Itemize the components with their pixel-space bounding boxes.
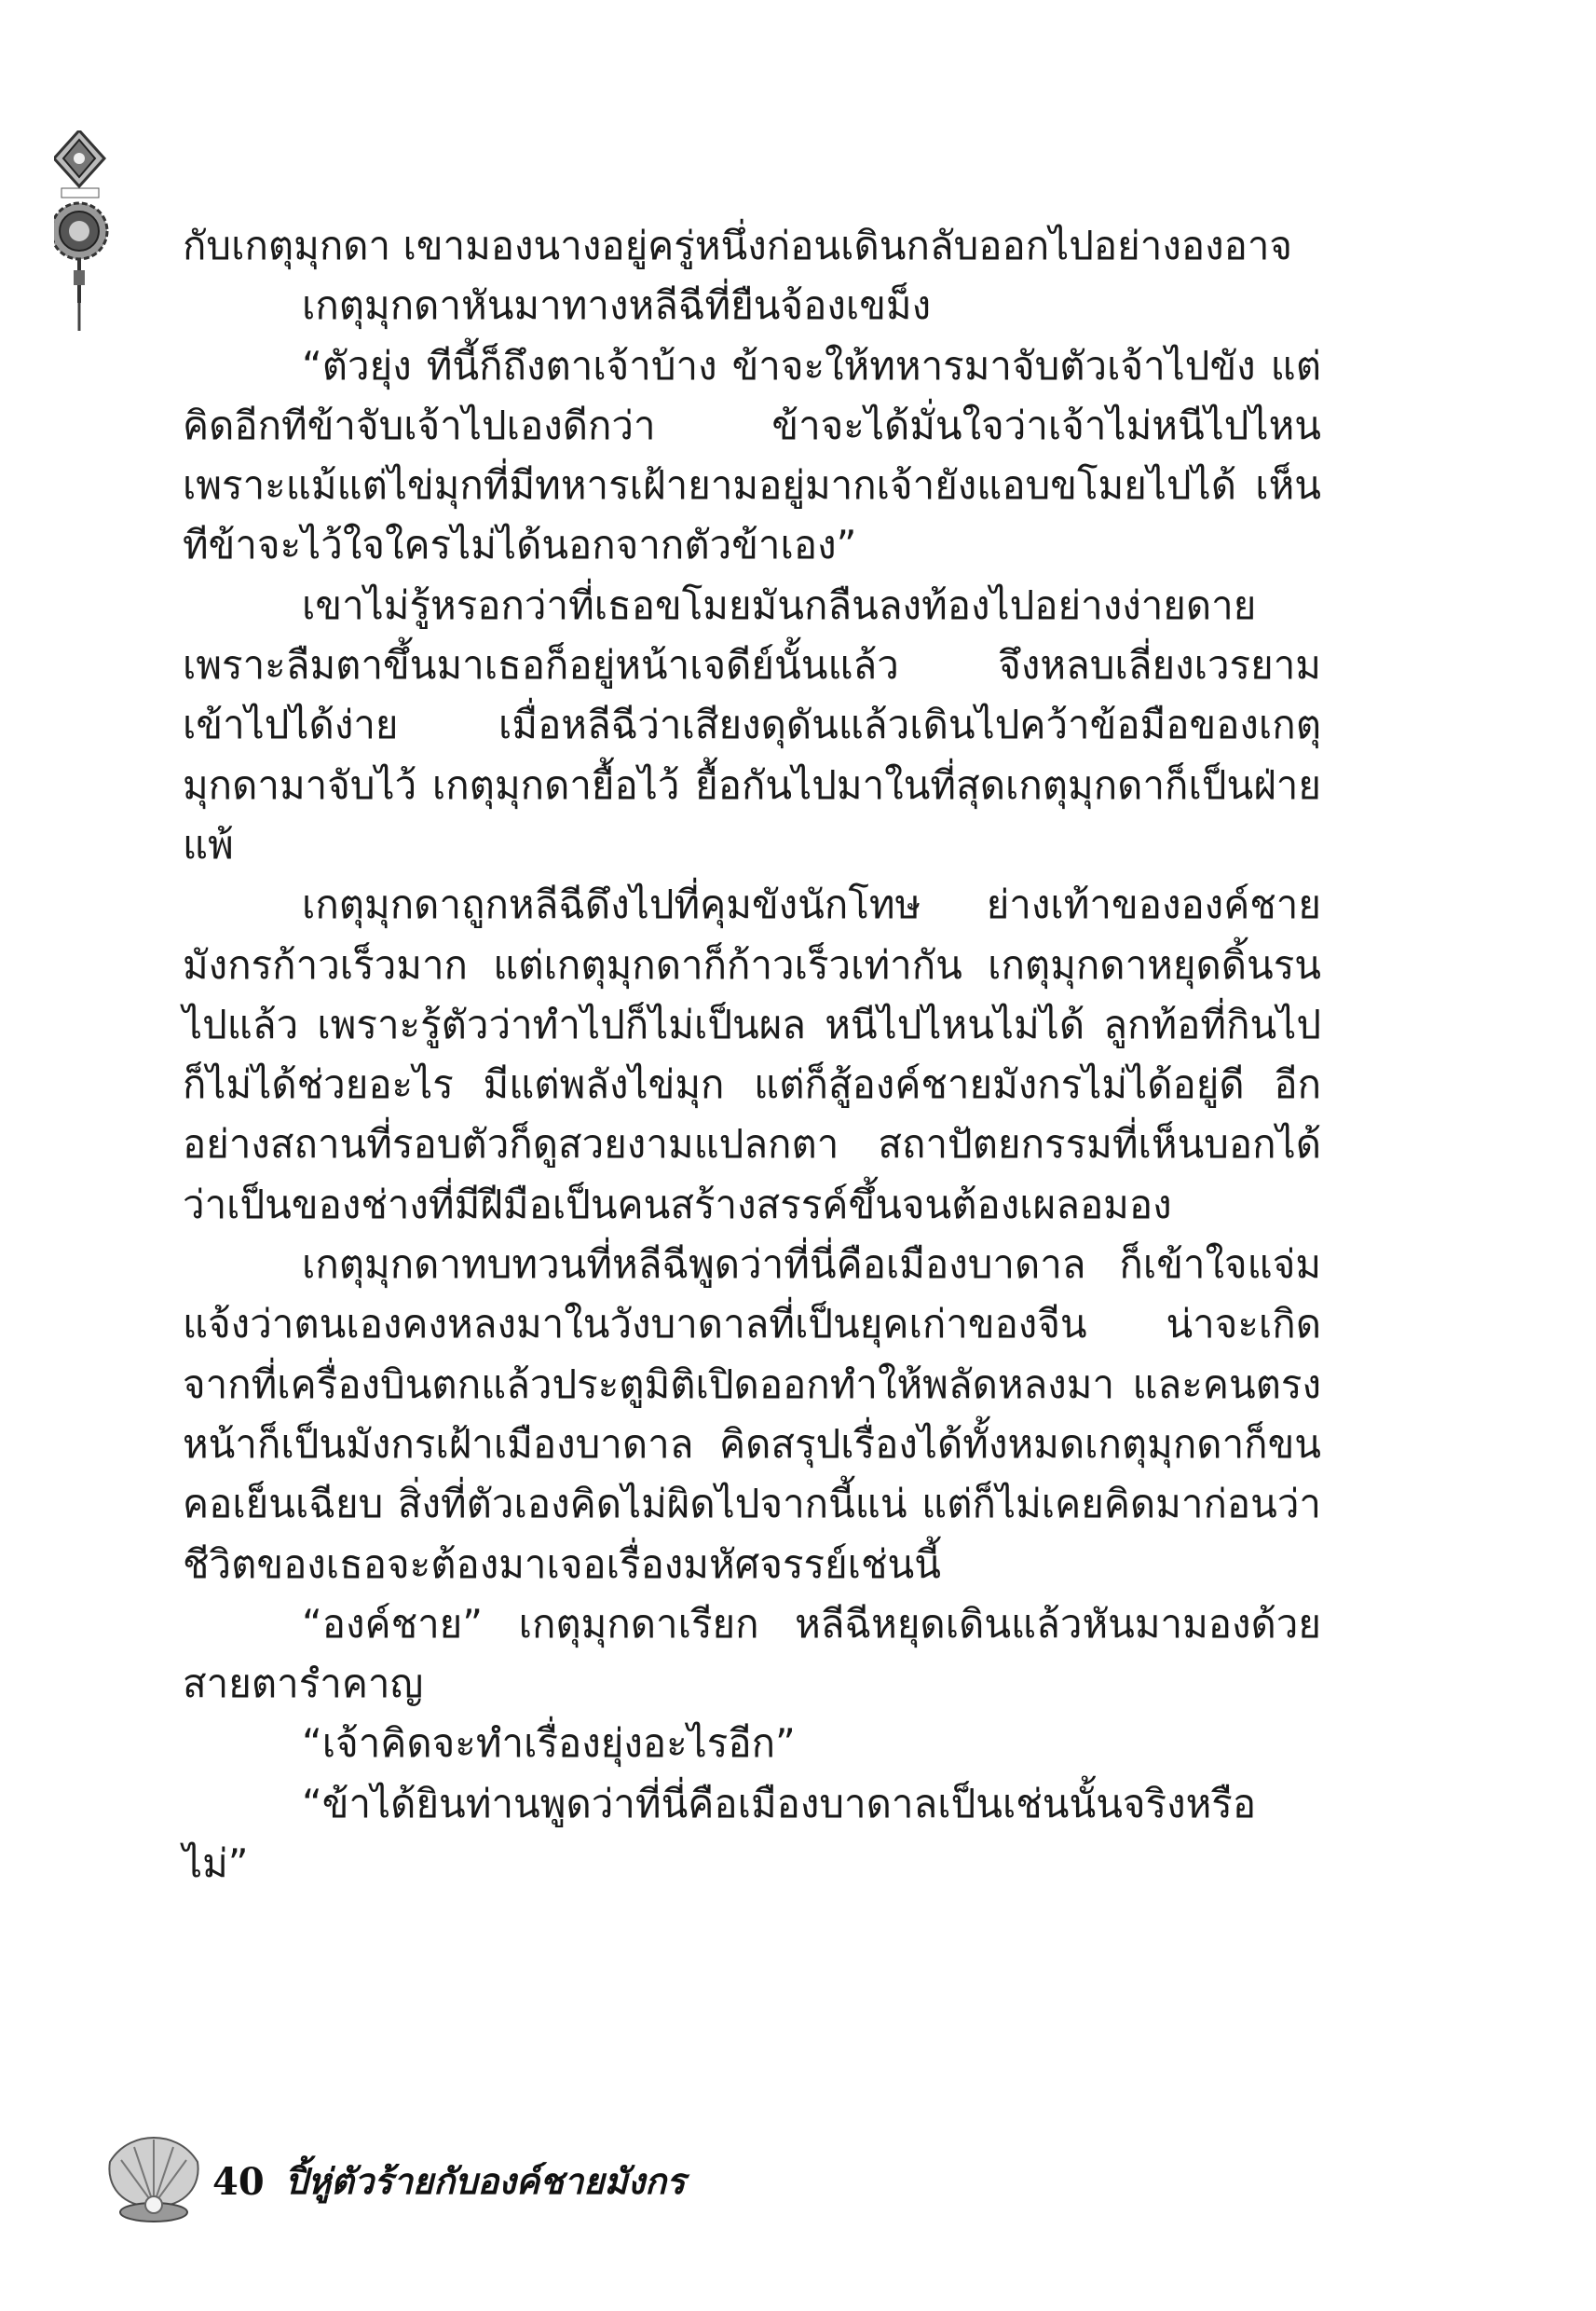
paragraph-6: เกตุมุกดาทบทวนที่หลีฉีพูดว่าที่นี่คือเมืองบาดาล ก็เข้าใจแจ่มแจ้งว่าตนเองคงหลงมาในวังบาดาลที่เป็นยุคเก่าของจีน น่าจะเกิดจากที่เครื่องบินตกแล้วประตูมิติเปิดออกทำให้พลัดหลงมา และคนตรงหน้าก็เป็นมังกรเฝ้าเมืองบาดาล คิดสรุปเรื่องได้ทั้งหมดเกตุมุกดาก็ขนคอเย็นเฉียบ สิ่งที่ตัวเองคิดไม่ผิดไปจากนี้แน่ แต่ก็ไม่เคยคิดมาก่อนว่าชีวิตของเธอจะต้องมาเจอเรื่องมหัศจรรย์เช่นนี้: [183, 1241, 1321, 1587]
paragraph-3: “ตัวยุ่ง ทีนี้ก็ถึงตาเจ้าบ้าง ข้าจะให้ทหารมาจับตัวเจ้าไปขัง แต่คิดอีกทีข้าจับเจ้าไปเองดีกว่า ข้าจะได้มั่นใจว่าเจ้าไม่หนีไปไหน เพราะแม้แต่ไข่มุกที่มีทหารเฝ้ายามอยู่มากเจ้ายังแอบขโมยไปได้ เห็นทีข้าจะไว้ใจใครไม่ได้นอกจากตัวข้าเอง”: [183, 342, 1321, 568]
pearl-shell-icon: [102, 2134, 205, 2227]
paragraph-7: “องค์ชาย” เกตุมุกดาเรียก หลีฉีหยุดเดินแล้วหันมามองด้วยสายตารำคาญ: [183, 1600, 1321, 1707]
paragraph-9: “ข้าได้ยินท่านพูดว่าที่นี่คือเมืองบาดาลเป็นเช่นนั้นจริงหรือไม่”: [183, 1780, 1257, 1887]
book-title: ปิ้หู่ตัวร้ายกับองค์ชายมังกร: [285, 2160, 686, 2202]
paragraph-1: กับเกตุมุกดา เขามองนางอยู่ครู่หนึ่งก่อนเดินกลับออกไปอย่างองอาจ: [183, 223, 1293, 268]
paragraph-2: เกตุมุกดาหันมาทางหลีฉีที่ยืนจ้องเขม็ง: [302, 282, 932, 329]
page-number: 40: [212, 2160, 265, 2204]
paragraph-5: เกตุมุกดาถูกหลีฉีดึงไปที่คุมขังนักโทษ ย่างเท้าขององค์ชายมังกรก้าวเร็วมาก แต่เกตุมุกดาก็ก้าวเร็วเท่ากัน เกตุมุกดาหยุดดิ้นรนไปแล้ว เพราะรู้ตัวว่าทำไปก็ไม่เป็นผล หนีไปไหนไม่ได้ ลูกท้อที่กินไปก็ไม่ได้ช่วยอะไร มีแต่พลังไข่มุก แต่ก็สู้องค์ชายมังกรไม่ได้อยู่ดี อีกอย่างสถานที่รอบตัวก็ดูสวยงามแปลกตา สถาปัตยกรรมที่เห็นบอกได้ว่าเป็นของช่างที่มีฝีมือเป็นคนสร้างสรรค์ขึ้นจนต้องเผลอมอง: [183, 882, 1321, 1227]
paragraph-4: เขาไม่รู้หรอกว่าที่เธอขโมยมันกลืนลงท้องไปอย่างง่ายดาย เพราะลืมตาขึ้นมาเธอก็อยู่หน้าเจดีย์นั้นแล้ว จึงหลบเลี่ยงเวรยามเข้าไปได้ง่าย เมื่อหลีฉีว่าเสียงดุดันแล้วเดินไปคว้าข้อมือของเกตุมุกดามาจับไว้ เกตุมุกดายื้อไว้ ยื้อกันไปมาในที่สุดเกตุมุกดาก็เป็นฝ่ายแพ้: [183, 581, 1321, 868]
body-text: [183, 216, 1321, 1894]
page-footer: [102, 2134, 848, 2236]
chinese-knot-ornament-icon: [54, 130, 194, 354]
paragraph-8: “เจ้าคิดจะทำเรื่องยุ่งอะไรอีก”: [302, 1720, 796, 1767]
